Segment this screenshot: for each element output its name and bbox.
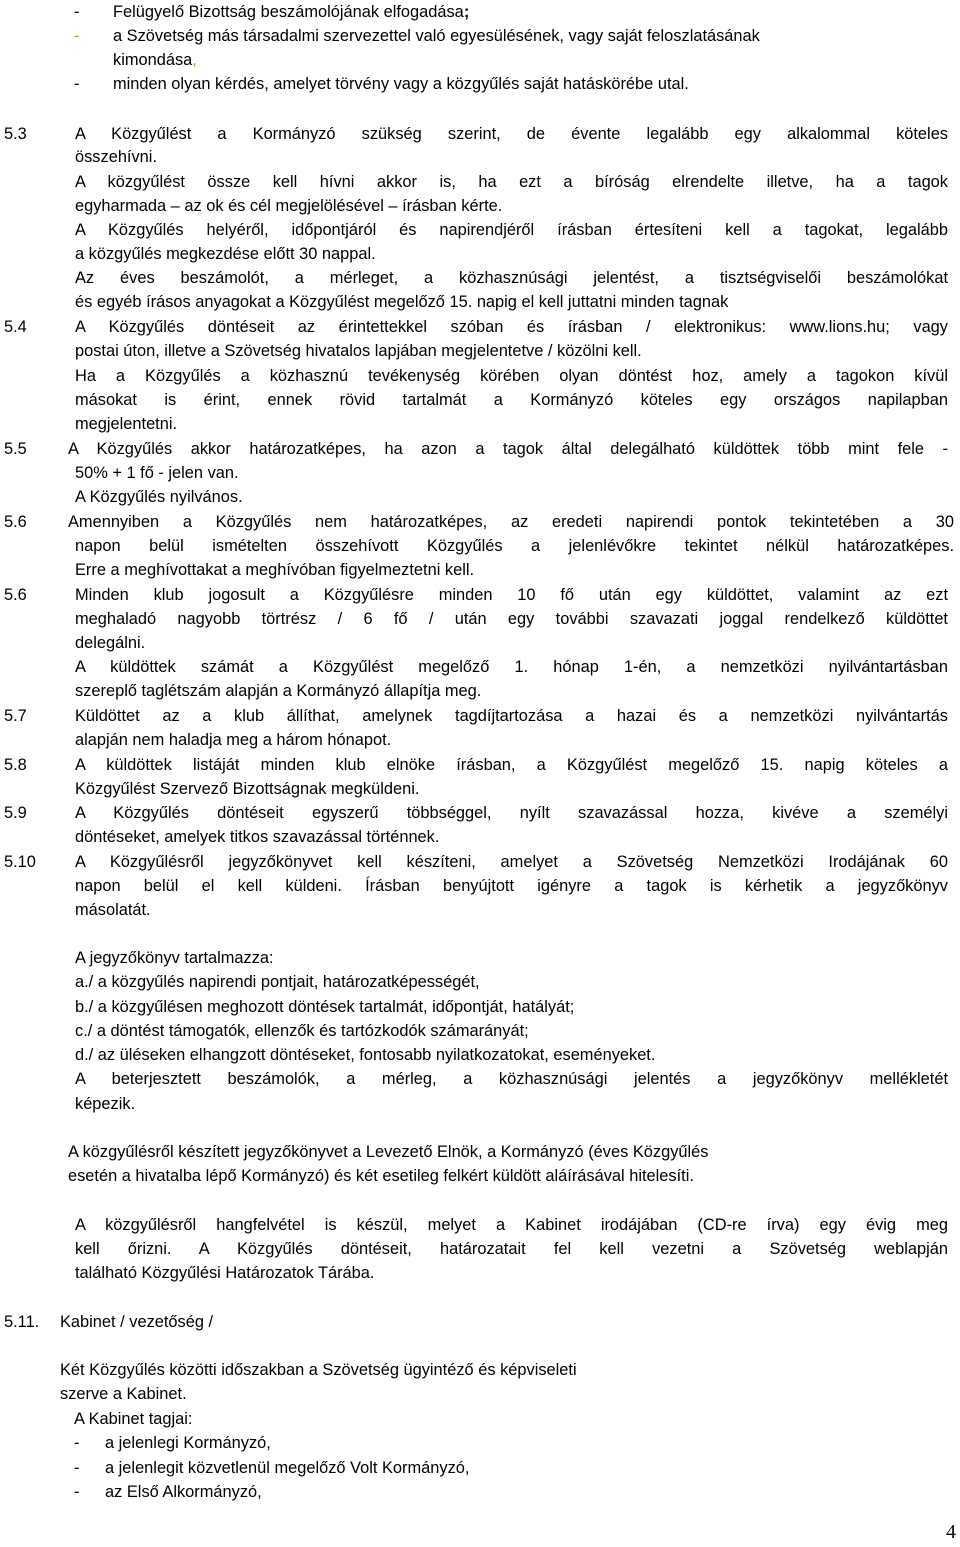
paragraph-line: A beterjesztett beszámolók, a mérleg, a közhasznúsági jelentés a jegyzőkönyv mellékletét — [75, 1070, 948, 1088]
paragraph-line: A közgyűlésről készített jegyzőkönyvet a Levezető Elnök, a Kormányzó (éves Közgyűlés — [68, 1143, 709, 1161]
paragraph-line: döntéseket, amelyek titkos szavazással történnek. — [75, 828, 440, 846]
paragraph-line: A Közgyűlést a Kormányzó szükség szerint, de évente legalább egy alkalommal köteles — [75, 125, 948, 143]
section-number: 5.9 — [4, 804, 27, 822]
list-item: a Szövetség más társadalmi szervezettel való egyesülésének, vagy saját feloszlatásának — [113, 27, 760, 45]
paragraph-line: található Közgyűlési Határozatok Tárába. — [75, 1264, 375, 1282]
paragraph-line: A Közgyűlés nyilvános. — [75, 488, 243, 506]
paragraph-line: Közgyűlést Szervező Bizottságnak megküldeni. — [75, 780, 420, 798]
section-number: 5.11. — [4, 1313, 40, 1331]
paragraph-line: Ha a Közgyűlés a közhasznú tevékenység körében olyan döntést hoz, amely a tagokon kívül — [75, 367, 948, 385]
paragraph-line: A jegyzőkönyv tartalmazza: — [75, 949, 274, 967]
paragraph-line: kell őrizni. A Közgyűlés döntéseit, határozatait fel kell vezetni a Szövetség weblapján — [75, 1240, 948, 1258]
list-item: d./ az üléseken elhangzott döntéseket, fontosabb nyilatkozatokat, eseményeket. — [75, 1046, 656, 1064]
paragraph-line: másokat is érint, ennek rövid tartalmát a Kormányzó köteles egy országos napilapban — [75, 391, 948, 409]
paragraph-line: esetén a hivatalba lépő Kormányzó) és két esetileg felkért küldött aláírásával hitelesíti. — [68, 1167, 694, 1185]
paragraph-line: delegálni. — [75, 634, 146, 652]
paragraph-line: és egyéb írásos anyagokat a Közgyűlést megelőző 15. napig el kell juttatni minden tagnak — [75, 293, 729, 311]
list-item: az Első Alkormányzó, — [105, 1483, 262, 1501]
paragraph-line: napon belül ismételten összehívott Közgyűlés a jelenlévőkre tekintet nélkül határozatképes. — [75, 537, 954, 555]
section-number: 5.10 — [4, 853, 36, 871]
section-number: 5.8 — [4, 756, 27, 774]
paragraph-line: megjelentetni. — [75, 415, 178, 433]
paragraph-line: A Kabinet tagjai: — [74, 1410, 193, 1428]
paragraph-line: postai úton, illetve a Szövetség hivatalos lapjában megjelentetve / közölni kell. — [75, 342, 642, 360]
list-item: c./ a döntést támogatók, ellenzők és tartózkodók számarányát; — [75, 1022, 529, 1040]
list-item-continuation: kimondása, — [113, 51, 197, 69]
list-item: a jelenlegit közvetlenül megelőző Volt Kormányzó, — [105, 1459, 470, 1477]
paragraph-line: 50% + 1 fő - jelen van. — [75, 464, 239, 482]
paragraph-line: A küldöttek listáját minden klub elnöke írásban, a Közgyűlést megelőző 15. napig köteles a — [75, 756, 948, 774]
paragraph-line: A közgyűlésről hangfelvétel is készül, melyet a Kabinet irodájában (CD-re írva) egy évig meg — [75, 1216, 948, 1234]
paragraph-line: A közgyűlést össze kell hívni akkor is, ha ezt a bíróság elrendelte illetve, ha a tagok — [75, 173, 948, 191]
paragraph-line: meghaladó nagyobb törtrész / 6 fő / után egy további szavazati joggal rendelkező küldöttet — [75, 610, 948, 628]
list-dash: - — [74, 3, 80, 21]
paragraph-line: szerve a Kabinet. — [60, 1385, 187, 1403]
paragraph-line: A Közgyűlés döntéseit az érintettekkel szóban és írásban / elektronikus: www.lions.hu; vagy — [75, 318, 948, 336]
list-dash: - — [74, 27, 80, 45]
list-dash: - — [74, 75, 80, 93]
list-dash: - — [74, 1434, 80, 1452]
section-number: 5.3 — [4, 125, 27, 143]
paragraph-line: A Közgyűlés döntéseit egyszerű többséggel, nyílt szavazással hozza, kivéve a személyi — [75, 804, 948, 822]
page-number: 4 — [946, 1521, 956, 1543]
paragraph-line: Minden klub jogosult a Közgyűlésre minden 10 fő után egy küldöttet, valamint az ezt — [75, 586, 948, 604]
paragraph-line: A Közgyűlésről jegyzőkönyvet kell készíteni, amelyet a Szövetség Nemzetközi Irodájának 60 — [75, 853, 948, 871]
paragraph-line: Két Közgyűlés közötti időszakban a Szövetség ügyintéző és képviseleti — [60, 1361, 577, 1379]
paragraph-line: Amennyiben a Közgyűlés nem határozatképes, az eredeti napirendi pontok tekintetében a 30 — [68, 513, 954, 531]
list-item: minden olyan kérdés, amelyet törvény vagy a közgyűlés saját hatáskörébe utal. — [113, 75, 689, 93]
paragraph-line: Erre a meghívottakat a meghívóban figyelmeztetni kell. — [75, 561, 475, 579]
list-item: b./ a közgyűlésen meghozott döntések tartalmát, időpontját, hatályát; — [75, 998, 575, 1016]
section-number: 5.7 — [4, 707, 27, 725]
section-title: Kabinet / vezetőség / — [60, 1313, 214, 1331]
paragraph-line: összehívni. — [75, 148, 157, 166]
paragraph-line: képezik. — [75, 1095, 136, 1113]
list-item: a./ a közgyűlés napirendi pontjait, határozatképességét, — [75, 973, 480, 991]
list-dash: - — [74, 1483, 80, 1501]
paragraph-line: A küldöttek számát a Közgyűlést megelőző 1. hónap 1-én, a nemzetközi nyilvántartásban — [75, 658, 948, 676]
paragraph-line: A Közgyűlés helyéről, időpontjáról és napirendjéről írásban értesíteni kell a tagokat, legalább — [75, 221, 948, 239]
section-number: 5.6 — [4, 513, 27, 531]
paragraph-line: másolatát. — [75, 901, 151, 919]
list-item: a jelenlegi Kormányzó, — [105, 1434, 271, 1452]
paragraph-line: napon belül el kell küldeni. Írásban benyújtott igényre a tagok is kérhetik a jegyzőkönyv — [75, 877, 948, 895]
section-number: 5.5 — [4, 440, 27, 458]
paragraph-line: alapján nem haladja meg a három hónapot. — [75, 731, 392, 749]
paragraph-line: a közgyűlés megkezdése előtt 30 nappal. — [75, 245, 376, 263]
list-item: Felügyelő Bizottság beszámolójának elfogadása; — [113, 3, 470, 21]
list-dash: - — [74, 1459, 80, 1477]
paragraph-line: Küldöttet az a klub állíthat, amelynek tagdíjtartozása a hazai és a nemzetközi nyilvántartás — [75, 707, 948, 725]
section-number: 5.4 — [4, 318, 27, 336]
paragraph-line: Az éves beszámolót, a mérleget, a közhasznúsági jelentést, a tisztségviselői beszámolókat — [75, 269, 948, 287]
paragraph-line: szereplő taglétszám alapján a Kormányzó állapítja meg. — [75, 682, 482, 700]
paragraph-line: egyharmada – az ok és cél megjelölésével – írásban kérte. — [75, 197, 503, 215]
section-number: 5.6 — [4, 586, 27, 604]
paragraph-line: A Közgyűlés akkor határozatképes, ha azon a tagok által delegálható küldöttek több mint fele - — [68, 440, 948, 458]
